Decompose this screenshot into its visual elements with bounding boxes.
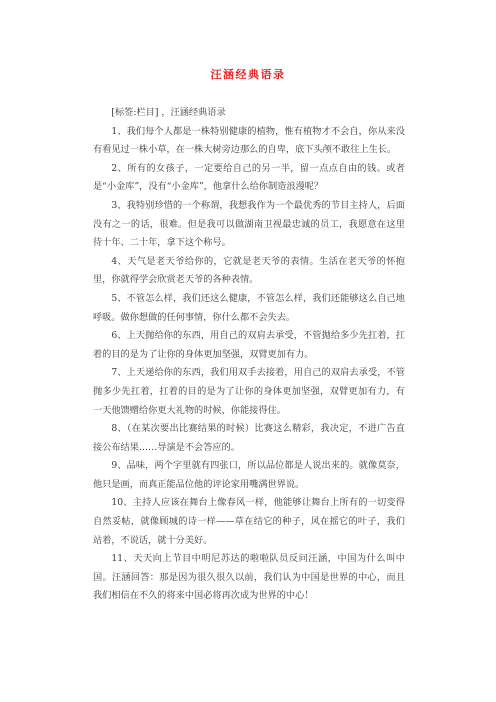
paragraph-quote-9: 9、品味，两个字里就有四张口，所以品位都是人说出来的。就像莫奈，他只是画，而真正能品位他的评论家用嘴满世界说。 <box>93 460 405 490</box>
paragraph-quote-6: 6、上天抛给你的东西，用自己的双肩去承受，不管抛给多少先扛着，扛着的目的是为了让你的身体更加坚强，双臂更加有力。 <box>93 330 405 360</box>
paragraph-tag-line: [标签:栏目] ，汪涵经典语录 <box>111 107 226 118</box>
paragraph-quote-11: 11、天天向上节目中明尼苏达的啦啦队员反问汪涵，中国为什么叫中国。汪涵回答：那是因为很久很久以前，我们认为中国是世界的中心，而且我们相信在不久的将来中国必将再次成为世界的中心！ <box>93 553 405 602</box>
document-title: 汪涵经典语录 <box>210 68 286 81</box>
document-body <box>93 104 405 606</box>
paragraph-quote-8: 8、（在某次要出比赛结果的时候）比赛这么精彩，我决定，不进广告直接公布结果……导演是不会答应的。 <box>93 423 405 453</box>
paragraph-quote-5: 5、不管怎么样，我们还这么健康，不管怎么样，我们还能够这么自己地呼吸。做你想做的任何事情，你什么都不会失去。 <box>93 292 405 323</box>
paragraph-quote-1: 1、我们每个人都是一株特别健康的植物，惟有植物才不会自，你从来没有看见过一株小草，在一株大树旁边那么的自卑，底下头颅不敢往上生长。 <box>93 125 405 156</box>
paragraph-quote-2: 2、所有的女孩子，一定要给自己的另一半，留一点点自由的钱。或者是“小金库”，没有“小金库”，他拿什么给你制造浪漫呢？ <box>93 162 405 193</box>
paragraph-quote-4: 4、天气是老天爷给你的，它就是老天爷的表情。生活在老天爷的怀抱里，你就得学会欣赏老天爷的各种表情。 <box>93 255 405 286</box>
paragraph-quote-7: 7、上天递给你的东西，我们用双手去接着，用自己的双肩去承受，不管抛多少先扛着，扛着的目的是为了让你的身体更加坚强，双臂更加有力，有一天他馈赠给你更大礼物的时候，你能接得住。 <box>93 367 405 416</box>
paragraph-quote-3: 3、我特别珍惜的一个称谓，我想我作为一个最优秀的节目主持人，后面没有之一的话，很难。但是我可以做湖南卫视最忠诚的员工，我愿意在这里待十年、二十年，拿下这个称号。 <box>93 199 405 249</box>
paragraph-quote-10: 10、主持人应该在舞台上像春风一样，他能够让舞台上所有的一切变得自然妥帖，就像顾城的诗一样——草在结它的种子，风在摇它的叶子，我们站着，不说话，就十分美好。 <box>93 497 405 546</box>
